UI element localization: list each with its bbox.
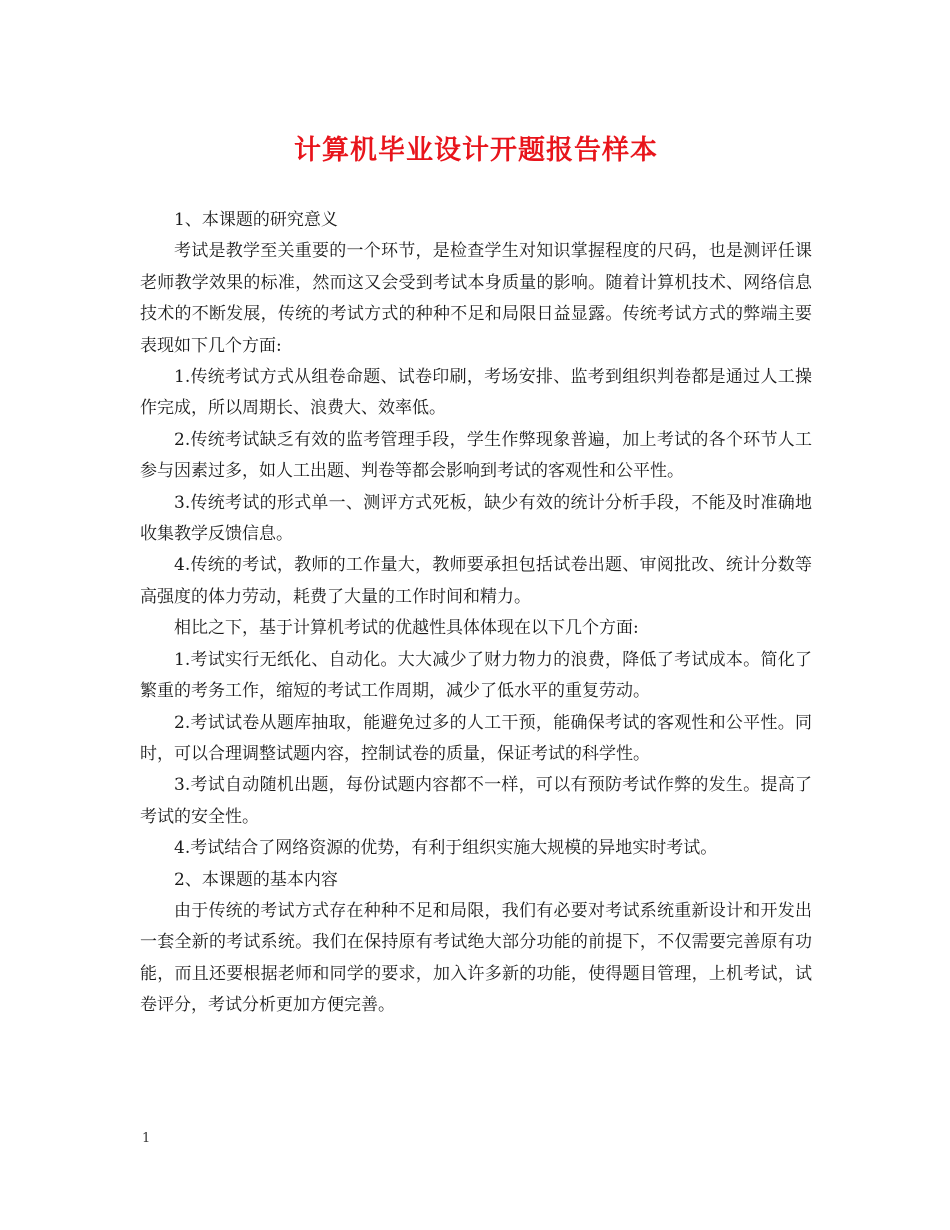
document-body xyxy=(140,205,812,1022)
list-item: 3.传统考试的形式单一、测评方式死板，缺少有效的统计分析手段，不能及时准确地收集教学反馈信息。 xyxy=(140,492,812,545)
list-item: 4.传统的考试，教师的工作量大，教师要承担包括试卷出题、审阅批改、统计分数等高强度的体力劳动，耗费了大量的工作时间和精力。 xyxy=(140,555,812,607)
paragraph: 由于传统的考试方式存在种种不足和局限，我们有必要对考试系统重新设计和开发出一套全新的考试系统。我们在保持原有考试绝大部分功能的前提下，不仅需要完善原有功能，而且还要根据老师和同学的要求，加入许多新的功能，使得题目管理，上机考试，试卷评分，考试分析更加方便完善。 xyxy=(140,900,812,1016)
list-item: 4.考试结合了网络资源的优势，有利于组织实施大规模的异地实时考试。 xyxy=(174,838,718,859)
section-heading-1: 1、本课题的研究意义 xyxy=(174,210,338,230)
paragraph: 相比之下，基于计算机考试的优越性具体体现在以下几个方面: xyxy=(174,618,639,639)
document-title: 计算机毕业设计开题报告样本 xyxy=(294,135,658,166)
page-number: 1 xyxy=(142,1131,151,1146)
paragraph: 考试是教学至关重要的一个环节，是检查学生对知识掌握程度的尺码，也是测评任课老师教学效果的标准，然而这又会受到考试本身质量的影响。随着计算机技术、网络信息技术的不断发展，传统的考试方式的种种不足和局限日益显露。传统考试方式的弊端主要表现如下几个方面: xyxy=(140,241,812,356)
list-item: 2.传统考试缺乏有效的监考管理手段，学生作弊现象普遍，加上考试的各个环节人工参与因素过多，如人工出题、判卷等都会影响到考试的客观性和公平性。 xyxy=(140,429,812,482)
section-heading-2: 2、本课题的基本内容 xyxy=(174,869,338,890)
list-item: 2.考试试卷从题库抽取，能避免过多的人工干预，能确保考试的客观性和公平性。同时，可以合理调整试题内容，控制试卷的质量，保证考试的科学性。 xyxy=(140,712,812,764)
list-item: 3.考试自动随机出题，每份试题内容都不一样，可以有预防考试作弊的发生。提高了考试的安全性。 xyxy=(140,775,812,827)
list-item: 1.传统考试方式从组卷命题、试卷印刷，考场安排、监考到组织判卷都是通过人工操作完成，所以周期长、浪费大、效率低。 xyxy=(140,367,812,419)
document-page xyxy=(140,0,812,1022)
list-item: 1.考试实行无纸化、自动化。大大减少了财力物力的浪费，降低了考试成本。简化了繁重的考务工作，缩短的考试工作周期，减少了低水平的重复劳动。 xyxy=(140,649,812,702)
